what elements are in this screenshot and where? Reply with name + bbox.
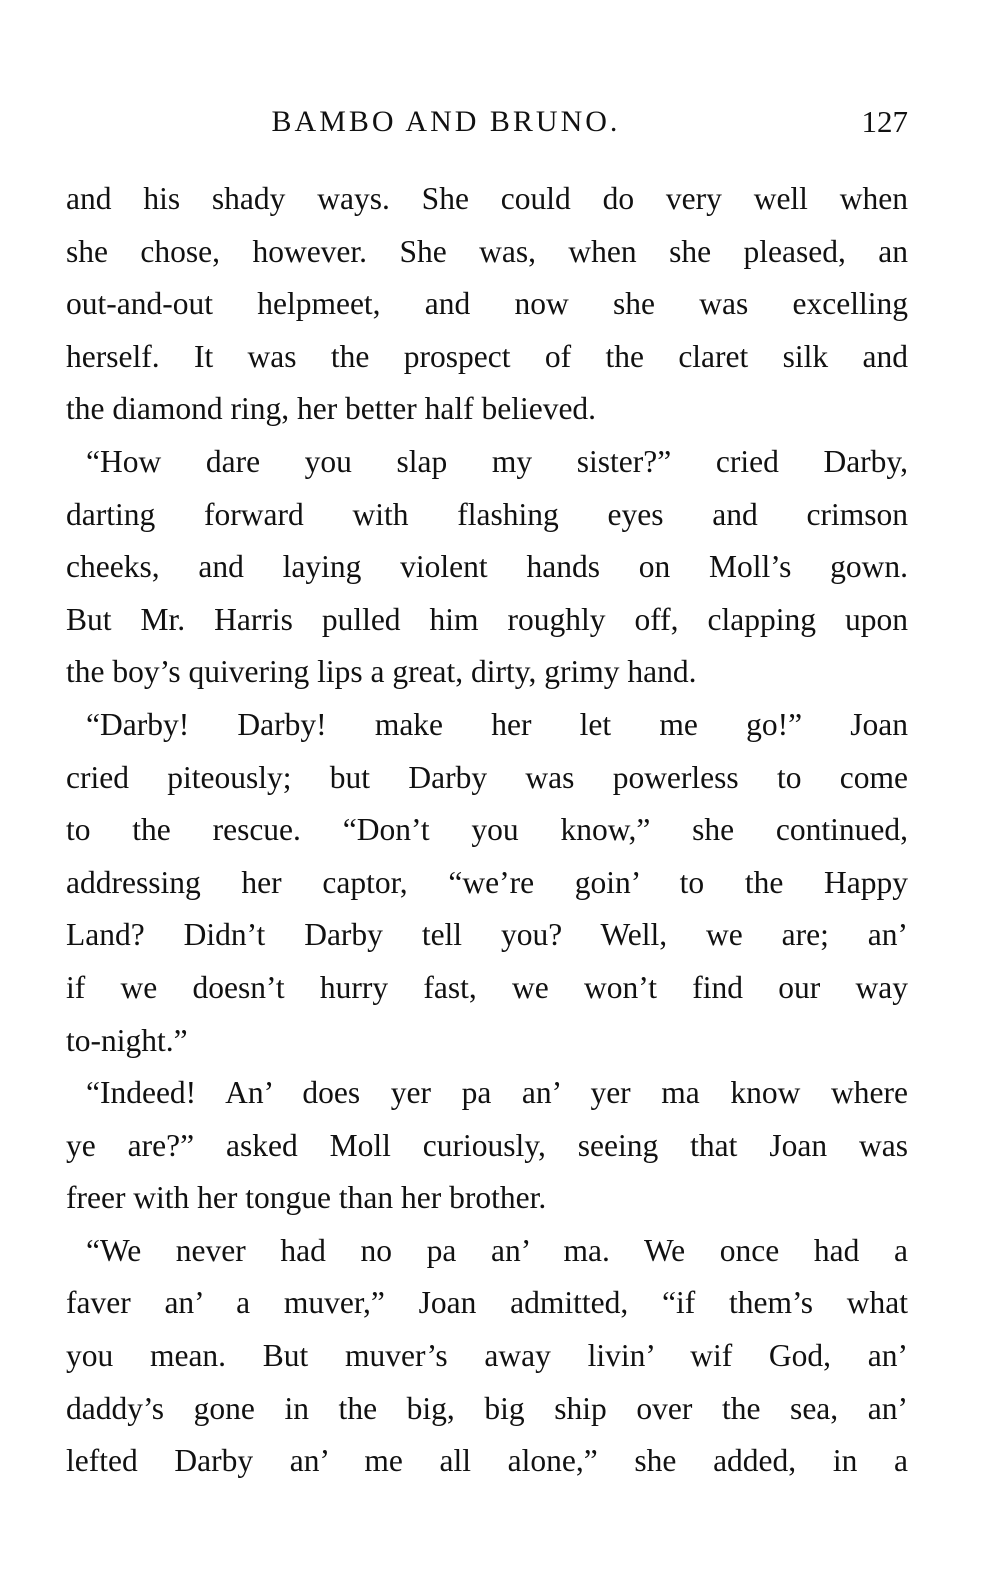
text-line: cheeks, and laying violent hands on Moll’s gown. [66,549,908,585]
text-line: addressing her captor, “we’re goin’ to the Happy [66,864,908,900]
text-line: to the rescue. “Don’t you know,” she continued, [66,812,908,848]
text-line: and his shady ways. She could do very well when [66,181,908,216]
text-line: herself. It was the prospect of the claret silk and [66,338,908,374]
text-line: if we doesn’t hurry fast, we won’t find our way [66,969,908,1005]
text-line: daddy’s gone in the big, big ship over the sea, an’ [66,1390,908,1426]
text-line: But Mr. Harris pulled him roughly off, clapping upon [66,601,908,637]
text-line: “Indeed! An’ does yer pa an’ yer ma know where [86,1075,908,1111]
body-text [66,173,908,1488]
text-line: ye are?” asked Moll curiously, seeing that Joan was [66,1127,908,1163]
text-line: out-and-out helpmeet, and now she was excelling [66,286,908,322]
text-line: freer with her tongue than her brother. [66,1180,547,1216]
text-line: “How dare you slap my sister?” cried Darby, [86,443,908,479]
text-line: faver an’ a muver,” Joan admitted, “if them’s what [66,1285,908,1321]
page-number: 127 [861,104,908,139]
text-line: cried piteously; but Darby was powerless to come [66,759,908,795]
text-line: Land? Didn’t Darby tell you? Well, we are; an’ [66,917,908,953]
text-line: she chose, however. She was, when she pleased, an [66,233,908,269]
text-line: to-night.” [66,1022,188,1058]
running-title: BAMBO AND BRUNO. [271,105,621,138]
text-line: “Darby! Darby! make her let me go!” Joan [86,706,908,742]
text-line: darting forward with flashing eyes and crimson [66,496,908,532]
text-line: the boy’s quivering lips a great, dirty, grimy hand. [66,654,697,690]
text-line: “We never had no pa an’ ma. We once had a [86,1232,908,1268]
text-line: you mean. But muver’s away livin’ wif God, an’ [66,1338,908,1374]
text-line: the diamond ring, her better half believed. [66,391,597,427]
page-header [66,100,908,144]
text-line: lefted Darby an’ me all alone,” she added, in a [66,1443,908,1479]
